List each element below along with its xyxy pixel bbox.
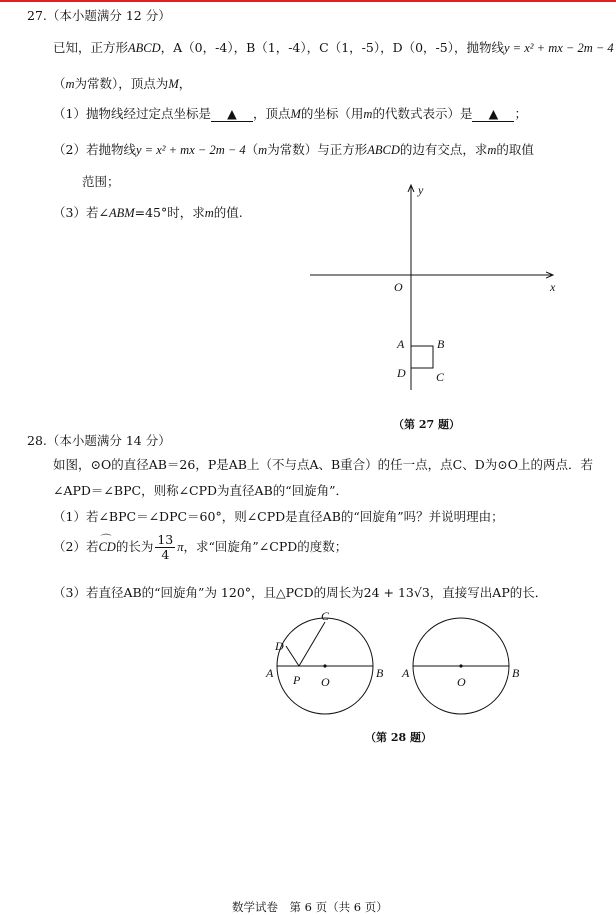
q28-part3: （3）若直径AB的“回旋角”为 120°，且△PCD的周长为24 + 13√3，直接写出AP的长．: [53, 585, 548, 600]
answer-blank-1: ▲: [211, 106, 253, 122]
label-d: D: [397, 366, 406, 380]
q27-header: 27.（本小题满分 12 分）: [27, 8, 171, 23]
right-center-dot: [459, 664, 462, 667]
q28-part1: （1）若∠BPC＝∠DPC＝60°，则∠CPD是直径AB的“回旋角”吗？并说明理由；: [53, 509, 504, 524]
q27-part2-line2: 范围；: [82, 174, 120, 189]
q28-header: 28.（本小题满分 14 分）: [27, 433, 171, 448]
q27-part1: （1）抛物线经过定点坐标是 ▲ ，顶点M的坐标（用m的代数式表示）是 ▲ ；: [53, 106, 527, 121]
q27-intro: 已知，正方形ABCD，A（0，-4），B（1，-4），C（1，-5），D（0，-5），抛物线y = x² + mx − 2m − 4: [53, 40, 614, 55]
q28-intro-line1: 如图，⊙O的直径AB＝26，P是AB上（不与点A、B重合）的任一点，点C、D为⊙O上的两点．若: [53, 457, 593, 472]
segment-pc: [299, 622, 325, 666]
label-x: x: [550, 280, 556, 294]
q28-part2: （2）若⌒ CD的长为 $\frac{13}{4}$ π，求“回旋角”∠CPD的度数；: [53, 533, 347, 562]
label-c: C: [436, 370, 445, 384]
arc-cd: ⌒ CD: [98, 540, 115, 555]
page-footer: 数学试卷 第 6 页（共 6 页）: [232, 900, 388, 914]
left-label-a: A: [266, 666, 274, 680]
left-label-c: C: [321, 609, 330, 623]
left-label-p: P: [293, 673, 301, 687]
right-label-b: B: [512, 666, 520, 680]
label-y: y: [418, 183, 424, 197]
right-label-o: O: [457, 675, 466, 689]
q27-part3: （3）若∠ABM=45°时，求m的值.: [53, 205, 243, 220]
q27-intro-line2: （m为常数），顶点为M，: [53, 76, 192, 91]
q28-intro-line2: ∠APD＝∠BPC，则称∠CPD为直径AB的“回旋角”．: [53, 483, 349, 498]
fraction-13-4: $\frac{13}{4}$: [157, 532, 174, 562]
figure-27-caption: （第 27 题）: [393, 418, 460, 431]
q27-part2: （2）若抛物线y = x² + mx − 2m − 4（m为常数）与正方形ABCD的边有交点，求m的取值: [53, 142, 534, 157]
left-label-b: B: [376, 666, 384, 680]
right-label-a: A: [402, 666, 410, 680]
left-center-dot: [323, 664, 326, 667]
parabola-equation: y = x² + mx − 2m − 4: [503, 41, 614, 55]
answer-blank-2: ▲: [472, 106, 514, 122]
figure-28-caption: （第 28 题）: [365, 731, 432, 744]
square-abcd: [411, 346, 433, 368]
label-b: B: [437, 337, 445, 351]
label-a: A: [397, 337, 405, 351]
perimeter-expression: 24 + 13√3: [363, 585, 430, 600]
left-label-d: D: [275, 639, 284, 653]
left-label-o: O: [321, 675, 330, 689]
figure-27: [305, 180, 570, 395]
figure-28: [262, 608, 532, 726]
segment-pd: [286, 646, 299, 666]
top-rule: [0, 0, 616, 2]
label-origin: O: [394, 280, 403, 294]
